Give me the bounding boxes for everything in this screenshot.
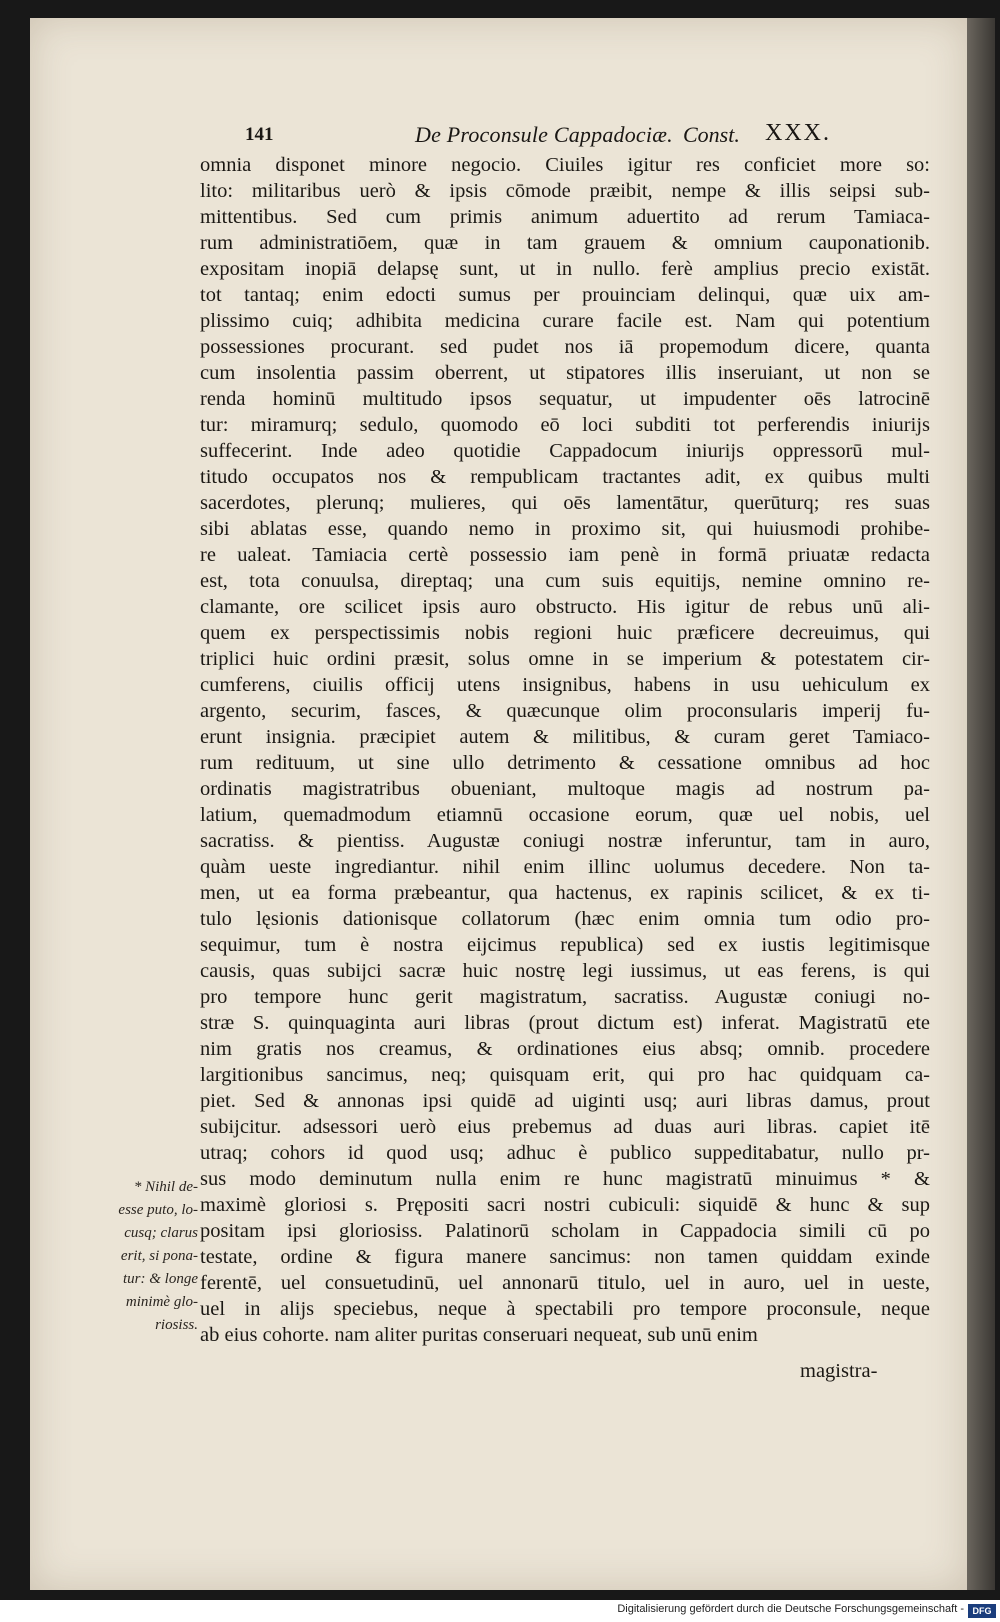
text-line: stræ S. quinquaginta auri libras (prout dictum est) inferat. Magistratū ete — [200, 1012, 930, 1034]
text-line: sacerdotes, plerunq; mulieres, qui oēs lamentātur, querūturq; res suas — [200, 492, 930, 514]
text-line: mittentibus. Sed cum primis animum aduertito ad rerum Tamiaca- — [200, 206, 930, 228]
text-line: est, tota conuulsa, direptaq; una cum suis equitijs, nemine omnino re- — [200, 570, 930, 592]
page-number: 141 — [245, 124, 274, 145]
text-line: sibi ablatas esse, quando nemo in proximo sit, qui huiusmodi prohibe- — [200, 518, 930, 540]
text-line: piet. Sed & annonas ipsi quidē ad uiginti usq; auri libras damus, prout — [200, 1090, 930, 1112]
text-line: ferentē, uel consuetudinū, uel annonarū titulo, uel in auro, uel in ueste, — [200, 1272, 930, 1294]
margin-note-line: riosiss. — [155, 1317, 198, 1333]
margin-note-line: * Nihil de- — [133, 1179, 198, 1195]
body-text — [200, 152, 930, 1348]
text-line: subijcitur. adsessori uerò eius prebemus ad duas auri libras. capiet itē — [200, 1116, 930, 1138]
text-line: clamante, ore scilicet ipsis auro obstructo. His igitur de rebus unū ali- — [200, 596, 930, 618]
text-line: ab eius cohorte. nam aliter puritas conseruari nequeat, sub unū enim — [200, 1324, 758, 1346]
text-line: positam ipsi gloriosiss. Palatinorū scholam in Cappadocia simili cū po — [200, 1220, 930, 1242]
footer-credit: Digitalisierung gefördert durch die Deutsche Forschungsgemeinschaft - — [617, 1603, 964, 1615]
digitization-footer — [0, 1600, 1000, 1622]
text-line: uel in alijs speciebus, neque à spectabili pro tempore proconsule, neque — [200, 1298, 930, 1320]
text-line: sus modo deminutum nulla enim re hunc magistratū minuimus * & — [200, 1168, 930, 1190]
text-line: expositam inopiā delapsę sunt, ut in nullo. ferè amplius precio existāt. — [200, 258, 930, 280]
page-edge — [967, 18, 995, 1590]
text-line: sequimur, tum è nostra eijcimus republica) sed ex iustis legitimisque — [200, 934, 930, 956]
text-line: re ualeat. Tamiacia certè possessio iam penè in formā priuatæ redacta — [200, 544, 930, 566]
margin-note-line: tur: & longe — [123, 1271, 198, 1287]
text-line: quem ex perspectissimis nobis regioni huic præficere decreuimus, qui — [200, 622, 930, 644]
margin-note-line: minimè glo- — [125, 1294, 198, 1310]
text-line: testate, ordine & figura manere sancimus: non tamen quiddam exinde — [200, 1246, 930, 1268]
text-line: largitionibus sancimus, neq; quisquam erit, qui pro hac quidquam ca- — [200, 1064, 930, 1086]
text-line: titudo occupatos nos & rempublicam tractantes adit, ex quibus multi — [200, 466, 930, 488]
text-line: quàm ueste ingrediantur. nihil enim illinc uolumus decedere. Non ta- — [200, 856, 930, 878]
text-line: men, ut ea forma præbeantur, qua hactenus, ex rapinis scilicet, & ex ti- — [200, 882, 930, 904]
text-line: renda hominū multitudo ipsos sequatur, ut impudenter oēs latrocinē — [200, 388, 930, 410]
text-line: rum administratiōem, quæ in tam grauem & omnium cauponationib. — [200, 232, 930, 254]
text-line: nim gratis nos creamus, & ordinationes eius absq; omnib. procedere — [200, 1038, 930, 1060]
text-line: tot tantaq; enim edocti sumus per prouinciam delinqui, quæ uix am- — [200, 284, 930, 306]
text-line: omnia disponet minore negocio. Ciuiles igitur res conficiet more so: — [200, 154, 930, 176]
constitution-number: XXX. — [765, 120, 831, 146]
text-line: ordinatis magistratribus obueniant, multoque magis ad nostrum pa- — [200, 778, 930, 800]
text-line: suffecerint. Inde adeo quotidie Cappadocum iniurijs oppressorū mul- — [200, 440, 930, 462]
text-line: triplici huic ordini præsit, solus omne in se imperium & potestatem cir- — [200, 648, 930, 670]
text-line: latium, quemadmodum etiamnū occasione eorum, quæ uel nobis, uel — [200, 804, 930, 826]
text-line: tur: miramurq; sedulo, quomodo eō loci subditi tot perferendis iniurijs — [200, 414, 930, 436]
margin-note-line: erit, si pona- — [120, 1248, 198, 1264]
text-line: sacratiss. & pientiss. Augustæ coniugi nostræ inferuntur, tam in auro, — [200, 830, 930, 852]
text-line: pro tempore hunc gerit magistratum, sacratiss. Augustæ coniugi no- — [200, 986, 930, 1008]
text-line: maximè gloriosi s. Prępositi sacri nostri cubiculi: siquidē & hunc & sup — [200, 1194, 930, 1216]
text-line: lito: militaribus uerò & ipsis cōmode præibit, nempe & illis seipsi sub- — [200, 180, 930, 202]
constitution-label: Const. — [683, 122, 740, 147]
text-line: causis, quas subijci sacræ huic nostrę legi iussimus, ut eas ferens, is qui — [200, 960, 930, 982]
text-line: possessiones procurant. sed pudet nos iā propemodum dicere, quanta — [200, 336, 930, 358]
catchword: magistra- — [800, 1360, 878, 1382]
margin-note — [98, 1176, 198, 1337]
text-line: cumferens, ciuilis officij utens insignibus, habens in usu uehiculum ex — [200, 674, 930, 696]
text-line: utraq; cohors id quod usq; adhuc è publico suppeditabatur, nullo pr- — [200, 1142, 930, 1164]
running-title: De Proconsule Cappadociæ. — [415, 122, 673, 147]
text-line: tulo lęsionis dationisque collatorum (hæc enim omnia tum odio pro- — [200, 908, 930, 930]
text-line: erunt insignia. præcipiet autem & militibus, & curam geret Tamiaco- — [200, 726, 930, 748]
margin-note-line: cusq; clarus — [124, 1225, 198, 1241]
text-line: plissimo cuiq; adhibita medicina curare facile est. Nam qui potentium — [200, 310, 930, 332]
text-line: argento, securim, fasces, & quæcunque olim proconsularis imperij fu- — [200, 700, 930, 722]
page-header — [245, 122, 885, 156]
dfg-logo: DFG — [968, 1604, 996, 1618]
margin-note-line: esse puto, lo- — [118, 1202, 198, 1218]
text-line: rum redituum, ut sine ullo detrimento & cessatione omnibus ad hoc — [200, 752, 930, 774]
text-line: cum insolentia passim oberrent, ut stipatores illis inseruiant, ut non se — [200, 362, 930, 384]
